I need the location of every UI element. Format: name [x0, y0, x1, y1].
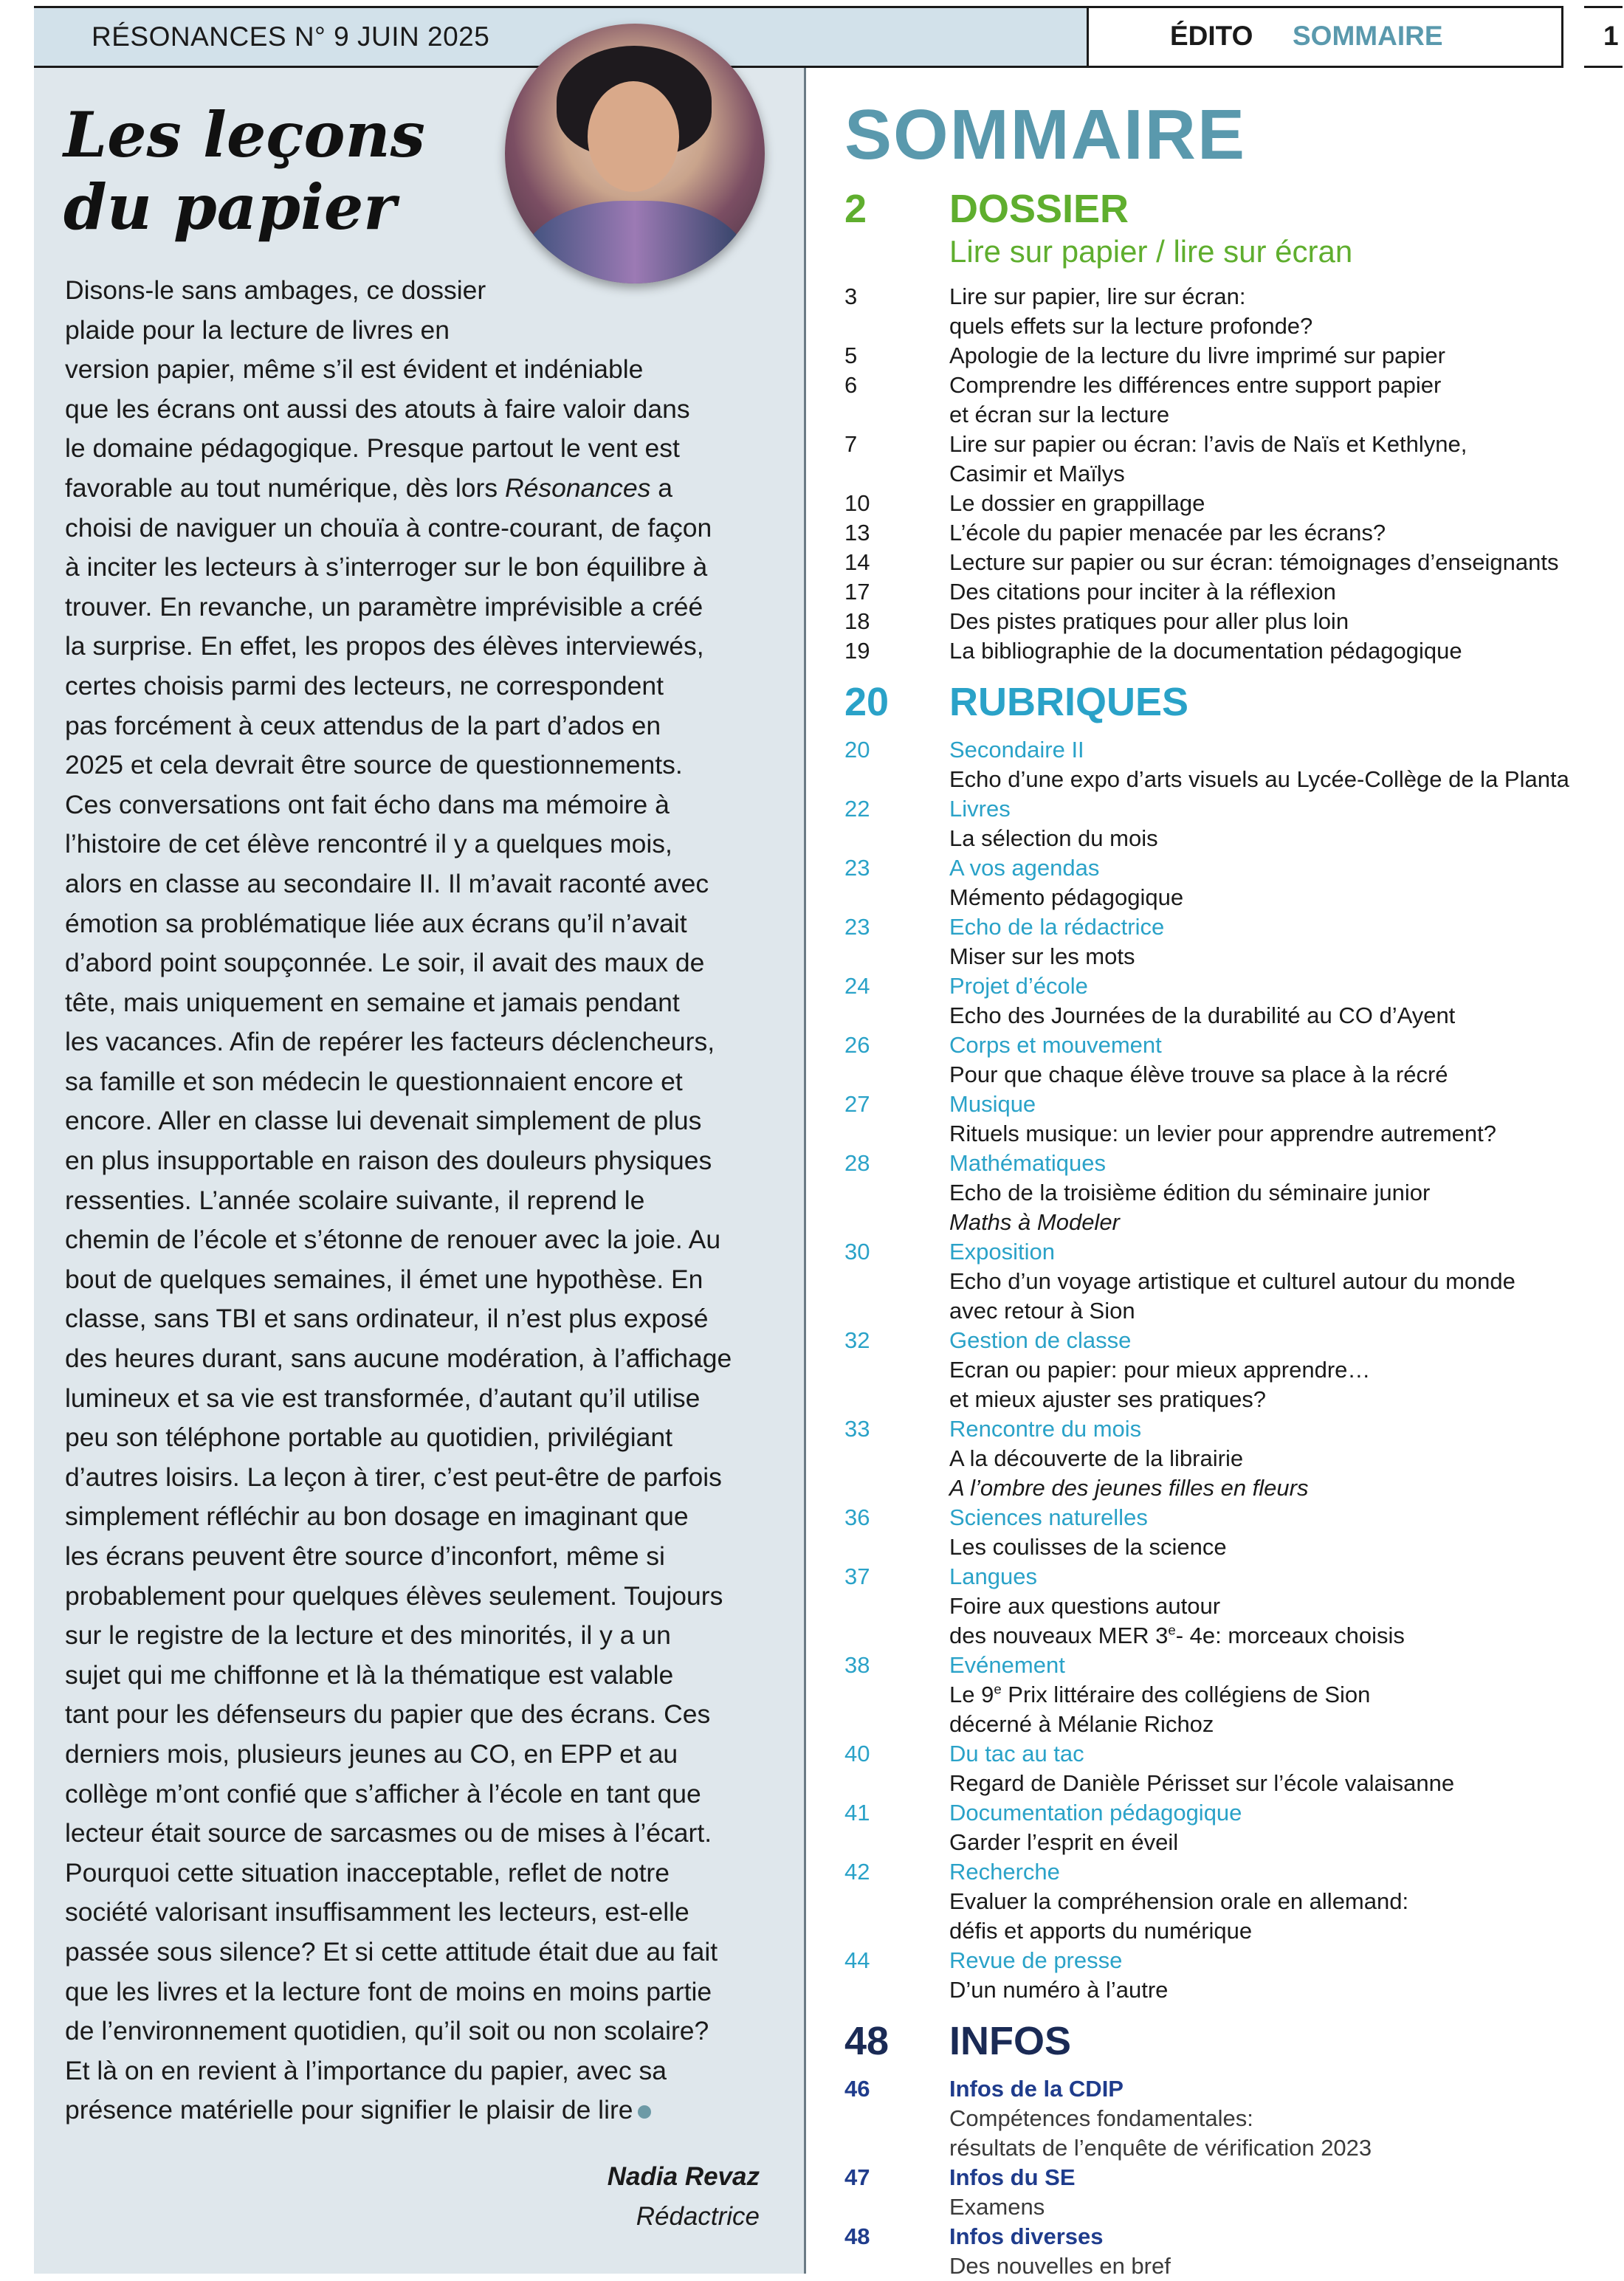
section-subtitle: Lire sur papier / lire sur écran [949, 234, 1353, 269]
toc-text [949, 548, 1558, 577]
toc-line: Echo d’un voyage artistique et culturel autour du monde [949, 1268, 1515, 1294]
rubric-name: Documentation pédagogique [949, 1800, 1242, 1826]
rubric-name: Mathématiques [949, 1150, 1106, 1176]
edito-line: favorable au tout numérique, dès lors Résonances a [65, 472, 672, 503]
tab-edito[interactable]: ÉDITO [1170, 21, 1253, 51]
toc-page: 30 [844, 1239, 870, 1265]
toc-text [949, 1798, 1242, 1857]
author-name: Nadia Revaz [607, 2162, 760, 2191]
toc-page: 44 [844, 1947, 870, 1973]
toc-line: Miser sur les mots [949, 943, 1135, 969]
rubric-name: Revue de presse [949, 1947, 1123, 1973]
toc-page: 41 [844, 1800, 870, 1826]
edito-line: Et là on en revient à l’importance du papier, avec sa [65, 2055, 667, 2085]
toc-line: Lecture sur papier ou sur écran: témoignages d’enseignants [949, 549, 1559, 575]
edito-line: derniers mois, plusieurs jeunes au CO, en EPP et au [65, 1738, 678, 1769]
rubric-name: Secondaire II [949, 737, 1084, 763]
rubric-name: Recherche [949, 1859, 1060, 1885]
toc-line: A l’ombre des jeunes filles en fleurs [949, 1475, 1309, 1501]
toc-page: 46 [844, 2076, 870, 2102]
rubric-name: Projet d’école [949, 973, 1088, 999]
toc-line: décerné à Mélanie Richoz [949, 1711, 1214, 1737]
toc-line: résultats de l’enquête de vérification 2023 [949, 2135, 1372, 2161]
toc-text [949, 1739, 1454, 1798]
edito-line: l’histoire de cet élève rencontré il y a quelques mois, [65, 829, 672, 859]
edito-line: probablement pour quelques élèves seulement. Toujours [65, 1580, 723, 1611]
edito-line: bout de quelques semaines, il émet une hypothèse. En [65, 1264, 703, 1294]
toc-line: des nouveaux MER 3e- 4e: morceaux choisis [949, 1622, 1405, 1648]
toc-text [949, 518, 1386, 548]
toc-line: Compétences fondamentales: [949, 2105, 1253, 2131]
edito-body [65, 271, 796, 2130]
toc-line: Comprendre les différences entre support papier [949, 372, 1442, 398]
toc-text [949, 971, 1455, 1031]
info-name: Infos diverses [949, 2223, 1104, 2249]
toc-line: Rituels musique: un levier pour apprendre autrement? [949, 1121, 1496, 1146]
toc-text [949, 282, 1312, 341]
edito-title [63, 99, 425, 244]
toc-text [949, 735, 1569, 794]
rubric-name: Corps et mouvement [949, 1032, 1162, 1058]
info-name: Infos de la CDIP [949, 2076, 1124, 2102]
toc-line: L’école du papier menacée par les écrans? [949, 520, 1386, 546]
toc-line: Des nouvelles en bref [949, 2253, 1171, 2279]
toc-text [949, 794, 1158, 853]
section-label: RUBRIQUES [949, 680, 1189, 724]
toc-page: 23 [844, 914, 870, 940]
edito-line: alors en classe au secondaire II. Il m’avait raconté avec [65, 868, 709, 898]
toc-text [949, 1414, 1308, 1503]
edito-line: le domaine pédagogique. Presque partout le vent est [65, 433, 680, 464]
edito-line: Pourquoi cette situation inacceptable, reflet de notre [65, 1857, 670, 1888]
edito-line: émotion sa problématique liée aux écrans qu’il n’avait [65, 908, 687, 938]
page-header [34, 6, 1623, 68]
rubric-name: Sciences naturelles [949, 1504, 1148, 1530]
toc-text [949, 912, 1164, 971]
rubric-name: Gestion de classe [949, 1327, 1132, 1353]
rubric-name: Echo de la rédactrice [949, 914, 1165, 940]
edito-line: chemin de l’école et s’étonne de renouer avec la joie. Au [65, 1225, 721, 1255]
toc-text [949, 853, 1183, 912]
toc-text [949, 2074, 1372, 2163]
edito-line: lecteur était source de sarcasmes ou de mises à l’écart. [65, 1818, 712, 1848]
toc-line: Des citations pour inciter à la réflexion [949, 579, 1336, 605]
toc-page: 5 [844, 343, 858, 368]
edito-line: version papier, même s’il est évident et indéniable [65, 354, 644, 385]
edito-line: simplement réfléchir au bon dosage en imaginant que [65, 1501, 689, 1532]
edito-line: la surprise. En effet, les propos des élèves interviewés, [65, 631, 704, 661]
rubric-name: Musique [949, 1091, 1036, 1117]
rubric-name: Rencontre du mois [949, 1416, 1142, 1442]
toc-page: 3 [844, 283, 858, 309]
edito-line: collège m’ont confié que s’afficher à l’école en tant que [65, 1778, 701, 1809]
edito-line: tête, mais uniquement en semaine et jamais pendant [65, 987, 680, 1017]
toc-page: 23 [844, 855, 870, 881]
edito-line: que les écrans ont aussi des atouts à faire valoir dans [65, 393, 690, 424]
toc-line: Pour que chaque élève trouve sa place à la récré [949, 1062, 1448, 1087]
edito-column [34, 68, 806, 2274]
author-portrait [505, 24, 765, 283]
page-number-box [1584, 6, 1623, 68]
toc-line: Le dossier en grappillage [949, 490, 1205, 516]
rubric-name: Langues [949, 1563, 1037, 1589]
edito-line: tant pour les défenseurs du papier que des écrans. Ces [65, 1699, 711, 1730]
toc-page: 32 [844, 1327, 870, 1353]
toc-page: 24 [844, 973, 870, 999]
toc-text [949, 1562, 1405, 1651]
toc-page: 19 [844, 638, 870, 664]
toc-line: La sélection du mois [949, 825, 1158, 851]
toc-text [949, 489, 1205, 518]
toc-line: Apologie de la lecture du livre imprimé sur papier [949, 343, 1445, 368]
toc-page: 27 [844, 1091, 870, 1117]
edito-line: d’abord point soupçonnée. Le soir, il avait des maux de [65, 948, 705, 978]
toc-page: 28 [844, 1150, 870, 1176]
edito-line: sur le registre de la lecture et des minorités, il y a un [65, 1620, 671, 1651]
section-label: DOSSIER [949, 187, 1129, 231]
toc-line: Examens [949, 2194, 1045, 2220]
toc-page: 6 [844, 372, 858, 398]
edito-line: classe, sans TBI et sans ordinateur, il n’est plus exposé [65, 1304, 709, 1334]
toc-text [949, 1946, 1168, 2005]
toc-page: 13 [844, 520, 870, 546]
page-number: 1 [1603, 21, 1619, 51]
edito-line: à inciter les lecteurs à s’interroger sur le bon équilibre à [65, 552, 708, 582]
edito-line: société valorisant insuffisamment les lecteurs, est-elle [65, 1897, 689, 1927]
toc-line: Lire sur papier, lire sur écran: [949, 283, 1246, 309]
toc-line: Echo de la troisième édition du séminaire junior [949, 1180, 1431, 1205]
toc-text [949, 636, 1462, 666]
edito-line: passée sous silence? Et si cette attitude était due au fait [65, 1936, 718, 1967]
toc-page: 22 [844, 796, 870, 822]
toc-text [949, 1651, 1370, 1739]
toc-text [949, 1149, 1430, 1237]
edito-line: d’autres loisirs. La leçon à tirer, c’est peut-être de parfois [65, 1462, 722, 1492]
tab-sommaire[interactable]: SOMMAIRE [1293, 21, 1443, 51]
toc-line: Le 9e Prix littéraire des collégiens de Sion [949, 1681, 1371, 1707]
edito-line: présence matérielle pour signifier le plaisir de lire [65, 2091, 796, 2130]
rubric-name: Evénement [949, 1652, 1065, 1678]
rubric-name: A vos agendas [949, 855, 1100, 881]
toc-line: Evaluer la compréhension orale en allemand: [949, 1888, 1409, 1914]
toc-page: 48 [844, 2223, 870, 2249]
edito-line: peu son téléphone portable au quotidien, privilégiant [65, 1422, 673, 1453]
toc-page: 20 [844, 737, 870, 763]
toc-page: 40 [844, 1741, 870, 1766]
toc-text [949, 1031, 1448, 1090]
edito-line: certes choisis parmi des lecteurs, ne correspondent [65, 670, 664, 701]
section-page-number: 2 [844, 187, 867, 231]
toc-text [949, 341, 1445, 371]
edito-title-line: Les leçons [63, 98, 425, 171]
edito-title-line: du papier [63, 171, 396, 244]
toc-page: 10 [844, 490, 870, 516]
edito-line: 2025 et cela devrait être source de questionnements. [65, 750, 683, 780]
toc-page: 36 [844, 1504, 870, 1530]
toc-line: Lire sur papier ou écran: l’avis de Naïs et Kethlyne, [949, 431, 1468, 457]
toc-page: 26 [844, 1032, 870, 1058]
toc-text [949, 371, 1441, 430]
toc-line: défis et apports du numérique [949, 1918, 1253, 1944]
toc-line: avec retour à Sion [949, 1298, 1135, 1324]
section-page-number: 48 [844, 2019, 890, 2063]
rubric-name: Exposition [949, 1239, 1056, 1265]
toc-text [949, 577, 1336, 607]
toc-line: Casimir et Maïlys [949, 461, 1125, 486]
toc-page: 33 [844, 1416, 870, 1442]
edito-line: en plus insupportable en raison des douleurs physiques [65, 1146, 712, 1176]
toc-page: 47 [844, 2164, 870, 2190]
toc-text [949, 430, 1467, 489]
info-name: Infos du SE [949, 2164, 1076, 2190]
toc-line: La bibliographie de la documentation pédagogique [949, 638, 1462, 664]
edito-line: ressenties. L’année scolaire suivante, il reprend le [65, 1185, 645, 1215]
edito-line: les écrans peuvent être source d’inconfort, même si [65, 1541, 665, 1571]
toc-line: quels effets sur la lecture profonde? [949, 313, 1313, 339]
edito-line: sa famille et son médecin le questionnaient encore et [65, 1066, 683, 1096]
toc-line: Les coulisses de la science [949, 1534, 1227, 1560]
toc-page: 7 [844, 431, 858, 457]
toc-text [949, 1503, 1227, 1562]
toc-text [949, 1857, 1408, 1946]
toc-line: et écran sur la lecture [949, 402, 1170, 427]
edito-line: de l’environnement quotidien, qu’il soit ou non scolaire? [65, 2016, 709, 2046]
edito-line: les vacances. Afin de repérer les facteurs déclencheurs, [65, 1027, 715, 1057]
section-page-number: 20 [844, 680, 890, 724]
toc-text [949, 2222, 1171, 2281]
sommaire-column [806, 68, 1624, 2279]
toc-line: A la découverte de la librairie [949, 1445, 1244, 1471]
toc-line: Regard de Danièle Périsset sur l’école valaisanne [949, 1770, 1455, 1796]
toc-text [949, 1237, 1515, 1326]
end-mark-icon [638, 2105, 651, 2119]
toc-line: Mémento pédagogique [949, 884, 1184, 910]
toc-line: et mieux ajuster ses pratiques? [949, 1386, 1267, 1412]
author-role: Rédactrice [636, 2202, 760, 2231]
toc-page: 14 [844, 549, 870, 575]
toc-page: 18 [844, 608, 870, 634]
edito-line: lumineux et sa vie est transformée, d’autant qu’il utilise [65, 1383, 701, 1413]
toc-line: D’un numéro à l’autre [949, 1977, 1169, 2003]
section-tabs [1087, 6, 1563, 68]
edito-line: pas forcément à ceux attendus de la part d’ados en [65, 710, 661, 740]
toc-text [949, 607, 1349, 636]
sommaire-title: SOMMAIRE [844, 95, 1246, 174]
edito-line: encore. Aller en classe lui devenait simplement de plus [65, 1106, 702, 1136]
toc-line: Echo d’une expo d’arts visuels au Lycée-Collège de la Planta [949, 766, 1569, 792]
edito-line: que les livres et la lecture font de moins en moins partie [65, 1976, 712, 2006]
edito-line: trouver. En revanche, un paramètre imprévisible a créé [65, 591, 703, 622]
signature [608, 2157, 760, 2237]
edito-line: plaide pour la lecture de livres en [65, 314, 450, 345]
toc-page: 42 [844, 1859, 870, 1885]
toc-line: Garder l’esprit en éveil [949, 1829, 1179, 1855]
edito-line: choisi de naviguer un chouïa à contre-courant, de façon [65, 512, 712, 543]
toc-line: Des pistes pratiques pour aller plus loin [949, 608, 1349, 634]
issue-label: RÉSONANCES N° 9 JUIN 2025 [92, 21, 490, 52]
toc-text [949, 1326, 1370, 1414]
toc-line: Maths à Modeler [949, 1209, 1120, 1235]
edito-line: Disons-le sans ambages, ce dossier [65, 275, 486, 305]
toc-page: 17 [844, 579, 870, 605]
rubric-name: Livres [949, 796, 1011, 822]
section-label: INFOS [949, 2019, 1072, 2063]
edito-line: des heures durant, sans aucune modération, à l’affichage [65, 1344, 732, 1374]
toc-text [949, 2163, 1076, 2222]
toc-line: Ecran ou papier: pour mieux apprendre… [949, 1357, 1371, 1383]
toc-page: 38 [844, 1652, 870, 1678]
toc-page: 37 [844, 1563, 870, 1589]
toc-line: Echo des Journées de la durabilité au CO d’Ayent [949, 1002, 1456, 1028]
edito-line: Ces conversations ont fait écho dans ma mémoire à [65, 789, 670, 819]
toc-text [949, 1090, 1496, 1149]
toc-line: Foire aux questions autour [949, 1593, 1221, 1619]
edito-line: sujet qui me chiffonne et là la thématique est valable [65, 1659, 674, 1690]
rubric-name: Du tac au tac [949, 1741, 1084, 1766]
